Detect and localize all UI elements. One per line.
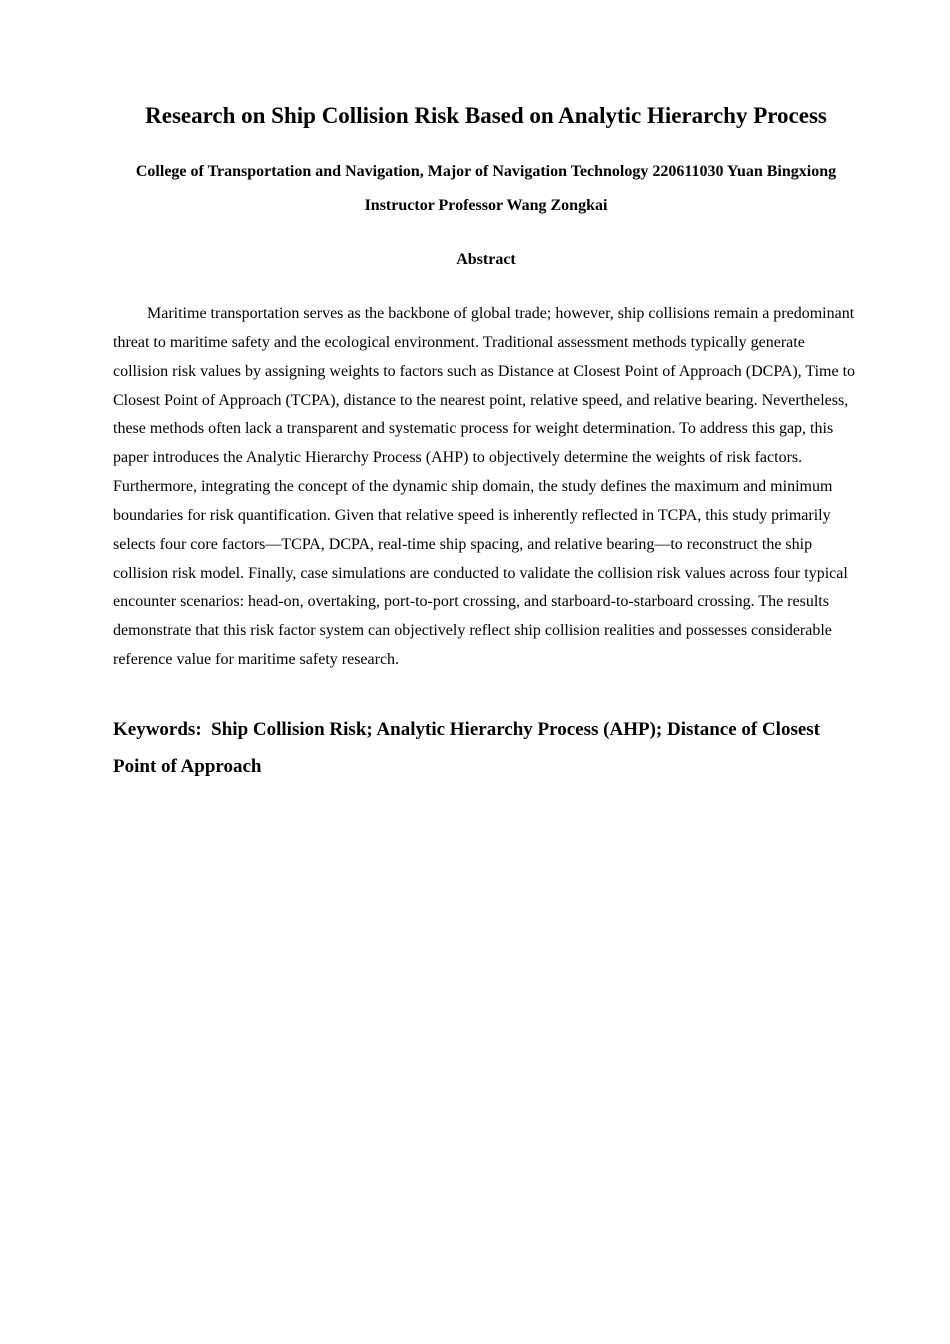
instructor-line: Instructor Professor Wang Zongkai	[364, 197, 608, 214]
keywords-label: Keywords:	[113, 719, 212, 740]
abstract-heading: Abstract	[456, 251, 516, 268]
keywords-text: Ship Collision Risk; Analytic Hierarchy Process (AHP); Distance of Closest Point of Approach	[113, 719, 821, 777]
keywords	[113, 711, 858, 785]
paper-title: Research on Ship Collision Risk Based on Analytic Hierarchy Process	[145, 103, 827, 128]
abstract-body: Maritime transportation serves as the backbone of global trade; however, ship collisions remain a predominant threat to maritime safety and the ecological environment. Traditional assessment methods typically generate collision risk values by assigning weights to factors such as Distance at Closest Point of Approach (DCPA), Time to Closest Point of Approach (TCPA), distance to the nearest point, relative speed, and relative bearing. Nevertheless, these methods often lack a transparent and systematic process for weight determination. To address this gap, this paper introduces the Analytic Hierarchy Process (AHP) to objectively determine the weights of risk factors. Furthermore, integrating the concept of the dynamic ship domain, the study defines the maximum and minimum boundaries for risk quantification. Given that relative speed is inherently reflected in TCPA, this study primarily selects four core factors—TCPA, DCPA, real-time ship spacing, and relative bearing—to reconstruct the ship collision risk model. Finally, case simulations are conducted to validate the collision risk values across four typical encounter scenarios: head-on, overtaking, port-to-port crossing, and starboard-to-starboard crossing. The results demonstrate that this risk factor system can objectively reflect ship collision realities and possesses considerable reference value for maritime safety research.	[113, 305, 856, 669]
author-affiliation: College of Transportation and Navigation, Major of Navigation Technology 220611030 Yuan Bingxiong	[135, 163, 837, 180]
